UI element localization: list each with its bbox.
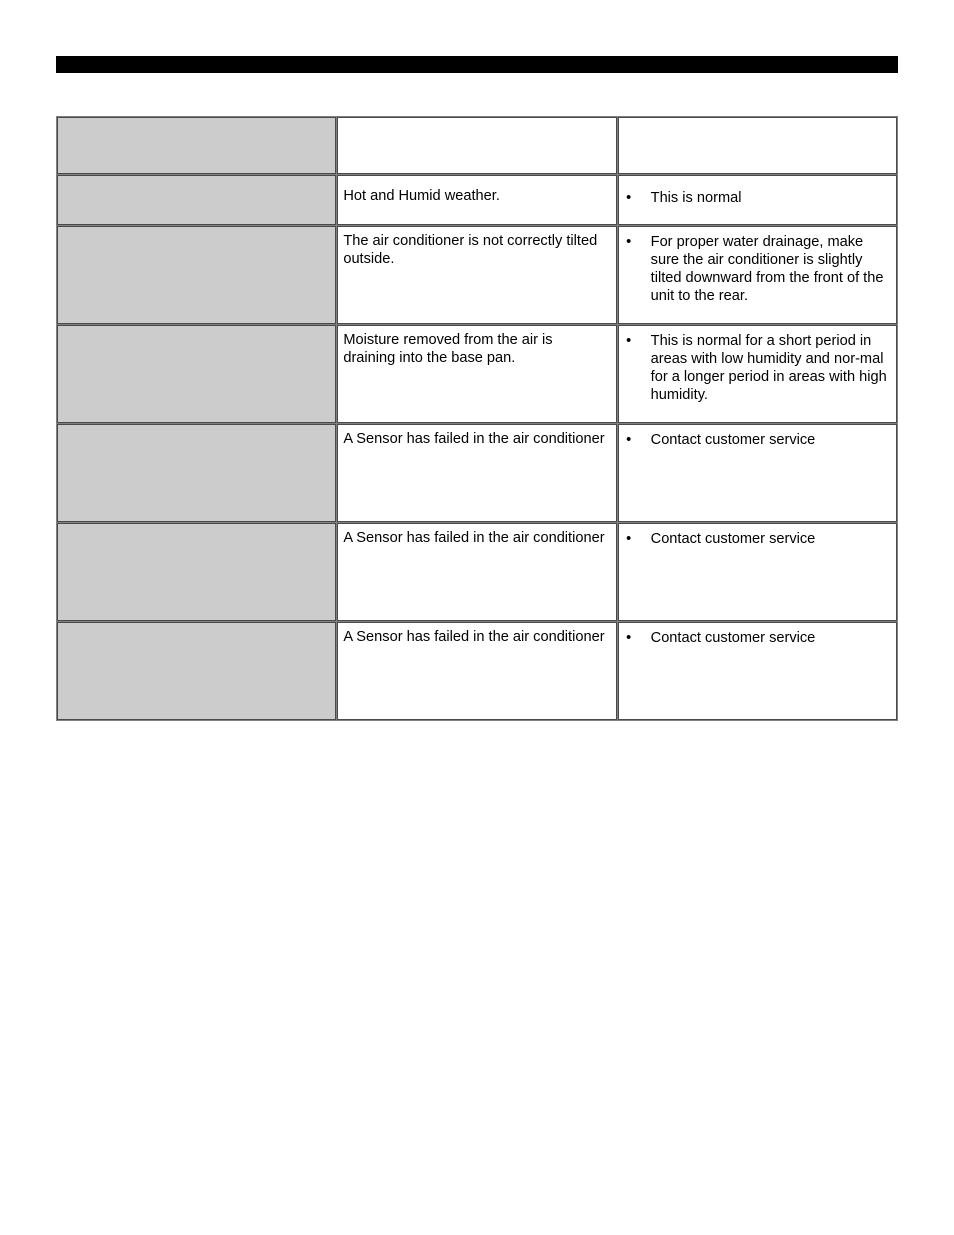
table-row: [57, 325, 897, 423]
cause-text: A Sensor has failed in the air conditioner: [343, 530, 605, 546]
cause-cell: [337, 175, 616, 225]
cause-cell: [337, 325, 616, 423]
problem-header-cell: [57, 117, 336, 174]
bullet-icon: •: [626, 333, 632, 349]
solution-list-item: [619, 326, 896, 404]
problem-cell: [57, 523, 336, 621]
solution-list-item: [619, 227, 896, 305]
solution-header-cell: [618, 117, 897, 174]
solution-cell: [618, 622, 897, 720]
solution-cell: [618, 175, 897, 225]
problem-cell: [57, 226, 336, 324]
bullet-icon: •: [626, 190, 632, 206]
problem-cell: [57, 325, 336, 423]
header-bar: [56, 56, 898, 73]
solution-text: This is normal: [650, 190, 742, 206]
table-row: [57, 424, 897, 522]
cause-cell: [337, 622, 616, 720]
cause-header-cell: [337, 117, 616, 174]
cause-cell: [337, 523, 616, 621]
solution-text: Contact customer service: [650, 432, 816, 448]
problem-cell: [57, 622, 336, 720]
bullet-icon: •: [626, 234, 632, 250]
table-row: [57, 226, 897, 324]
table-row: [57, 175, 897, 225]
solution-list-item: [619, 524, 896, 548]
troubleshooting-table: [56, 116, 898, 721]
cause-text: The air conditioner is not correctly tilted outside.: [343, 233, 598, 267]
solution-text: Contact customer service: [650, 630, 816, 646]
solution-text: Contact customer service: [650, 531, 816, 547]
solution-cell: [618, 424, 897, 522]
cause-cell: [337, 226, 616, 324]
table-row: [57, 622, 897, 720]
solution-text: This is normal for a short period in areas with low humidity and nor-mal for a longer period in areas with high humidity.: [650, 333, 887, 403]
solution-cell: [618, 523, 897, 621]
solution-cell: [618, 325, 897, 423]
problem-cell: [57, 175, 336, 225]
table-row: [57, 523, 897, 621]
cause-text: A Sensor has failed in the air conditioner: [343, 629, 605, 645]
solution-list-item: [619, 623, 896, 647]
bullet-icon: •: [626, 432, 632, 448]
bullet-icon: •: [626, 630, 632, 646]
solution-cell: [618, 226, 897, 324]
cause-text: Hot and Humid weather.: [343, 188, 500, 204]
table-header-row: [57, 117, 897, 174]
solution-list-item: [619, 176, 896, 207]
cause-cell: [337, 424, 616, 522]
cause-text: Moisture removed from the air is draining into the base pan.: [343, 332, 553, 366]
solution-list-item: [619, 425, 896, 449]
cause-text: A Sensor has failed in the air conditioner: [343, 431, 605, 447]
solution-text: For proper water drainage, make sure the air conditioner is slightly tilted downward from the front of the unit to the rear.: [650, 234, 884, 304]
bullet-icon: •: [626, 531, 632, 547]
problem-cell: [57, 424, 336, 522]
